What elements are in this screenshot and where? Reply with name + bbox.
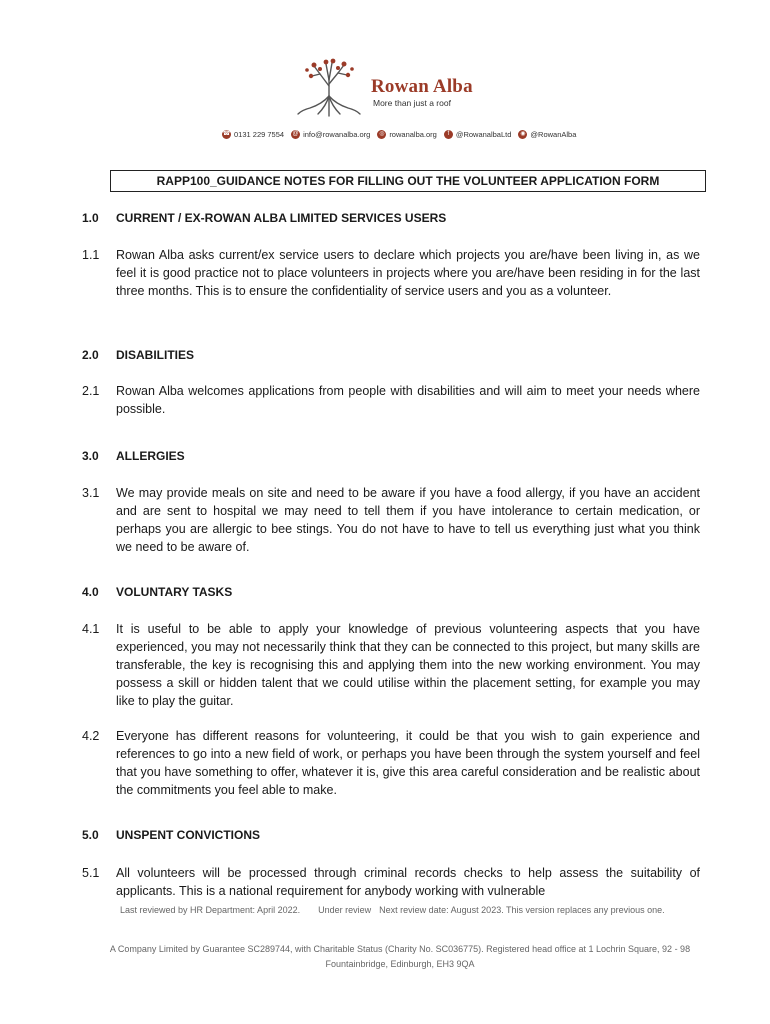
section-heading-1: 1.0 CURRENT / EX-ROWAN ALBA LIMITED SERVICES USERS [82,211,447,225]
contact-facebook[interactable]: f @RowanalbaLtd [444,130,512,139]
web-icon: ◎ [379,131,385,137]
facebook-icon: f [444,130,453,139]
contact-bar [222,130,622,139]
review-status: Under review [318,905,372,915]
paragraph-4-1: 4.1 It is useful to be able to apply your knowledge of previous volunteering aspects that you have experienced, you may not necessarily think that they can be connected to this project, but many skills are transferable, the key is recognising this and applying them into the new working environment. You may possess a skill or hidden talent that we could utilise within the placement setting, for example you may like to play the guitar. [82,622,700,708]
review-footer [120,903,690,917]
brand-name: Rowan Alba [371,76,473,97]
rowan-alba-tree-logo [292,56,366,122]
instagram-icon: ◉ [520,131,526,137]
paragraph-1-1: 1.1 Rowan Alba asks current/ex service users to declare which projects you are/have been living in, as we feel it is good practice not to place volunteers in projects where you are/have been residing in for the last three months. This is to ensure the confidentiality of service users and you as a volunteer. [82,248,700,298]
phone-icon: ☎ [222,131,231,137]
contact-web[interactable]: ◎ rowanalba.org [379,130,437,139]
paragraph-2-1: 2.1 Rowan Alba welcomes applications from people with disabilities and will aim to meet your needs where possible. [82,384,700,416]
paragraph-5-1: 5.1 All volunteers will be processed through criminal records checks to help assess the suitability of applicants. This is a national requirement for anybody working with vulnerable [82,866,700,898]
next-review: Next review date: August 2023. This version replaces any previous one. [379,905,665,915]
contact-email[interactable]: @ info@rowanalba.org [292,130,371,139]
section-heading-3: 3.0 ALLERGIES [82,449,185,463]
contact-instagram[interactable]: ◉ @RowanAlba [520,130,577,139]
paragraph-4-2: 4.2 Everyone has different reasons for volunteering, it could be that you wish to gain experience and references to go into a new field of work, or perhaps you have been through the system yourself and feel that you have something to offer, whatever it is, give this area careful consideration and be realistic about the commitments you feel able to make. [82,729,700,797]
tagline: More than just a roof [373,98,451,108]
document-title: RAPP100_GUIDANCE NOTES FOR FILLING OUT THE VOLUNTEER APPLICATION FORM [110,170,706,192]
last-reviewed: Last reviewed by HR Department: April 2022. [120,905,301,915]
company-footer: A Company Limited by Guarantee SC289744, with Charitable Status (Charity No. SC036775). Registered head office at 1 Lochrin Square, 92 - 98 Fountainbridge, Edinburgh, EH3 9QA [109,944,691,969]
section-heading-2: 2.0 DISABILITIES [82,348,195,362]
contact-phone[interactable]: ☎ 0131 229 7554 [222,130,285,139]
email-icon: @ [292,131,299,137]
section-heading-4: 4.0 VOLUNTARY TASKS [82,585,233,599]
paragraph-3-1: 3.1 We may provide meals on site and need to be aware if you have a food allergy, if you have an accident and are sent to hospital we may need to tell them if you have intolerance to certain medication, or perhaps you are allergic to bee stings. You do not have to have to tell us everything just what you think we need to be aware of. [82,486,700,554]
section-heading-5: 5.0 UNSPENT CONVICTIONS [82,828,261,842]
